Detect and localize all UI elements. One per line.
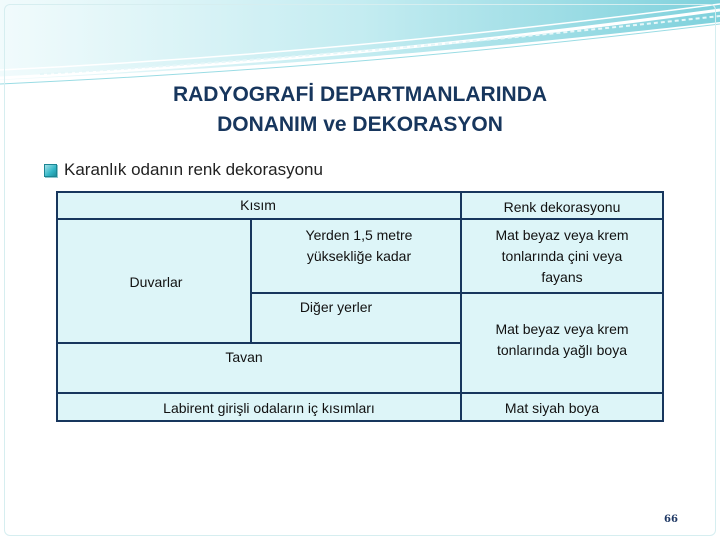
- header-decoration: [0, 0, 720, 90]
- walls-other-text: Diğer yerler: [299, 299, 373, 315]
- other-color-text: Mat beyaz veya krem tonlarında yağlı boya: [495, 321, 629, 358]
- bullet-text: Karanlık odanın renk dekorasyonu: [64, 160, 323, 179]
- title-line-2: DONANIM ve DEKORASYON: [217, 113, 503, 136]
- walls-lower-text: Yerden 1,5 metre yüksekliğe kadar: [305, 227, 413, 264]
- header-part-label: Kısım: [240, 197, 276, 213]
- title-line-1: RADYOGRAFİ DEPARTMANLARINDA: [172, 83, 548, 106]
- square-bullet-icon: [44, 164, 57, 177]
- labyrinth-color-text: Mat siyah boya: [504, 400, 600, 416]
- walls-lower-color-text: Mat beyaz veya krem tonlarında çini veya fayans: [495, 227, 629, 285]
- bullet-item: [44, 158, 323, 182]
- walls-label-text: Duvarlar: [129, 274, 183, 290]
- ceiling-text: Tavan: [225, 349, 263, 365]
- header-color-label: Renk dekorasyonu: [503, 199, 621, 215]
- page-number: 66: [664, 514, 678, 525]
- page-title: [60, 80, 660, 140]
- labyrinth-text: Labirent girişli odaların iç kısımları: [163, 400, 375, 416]
